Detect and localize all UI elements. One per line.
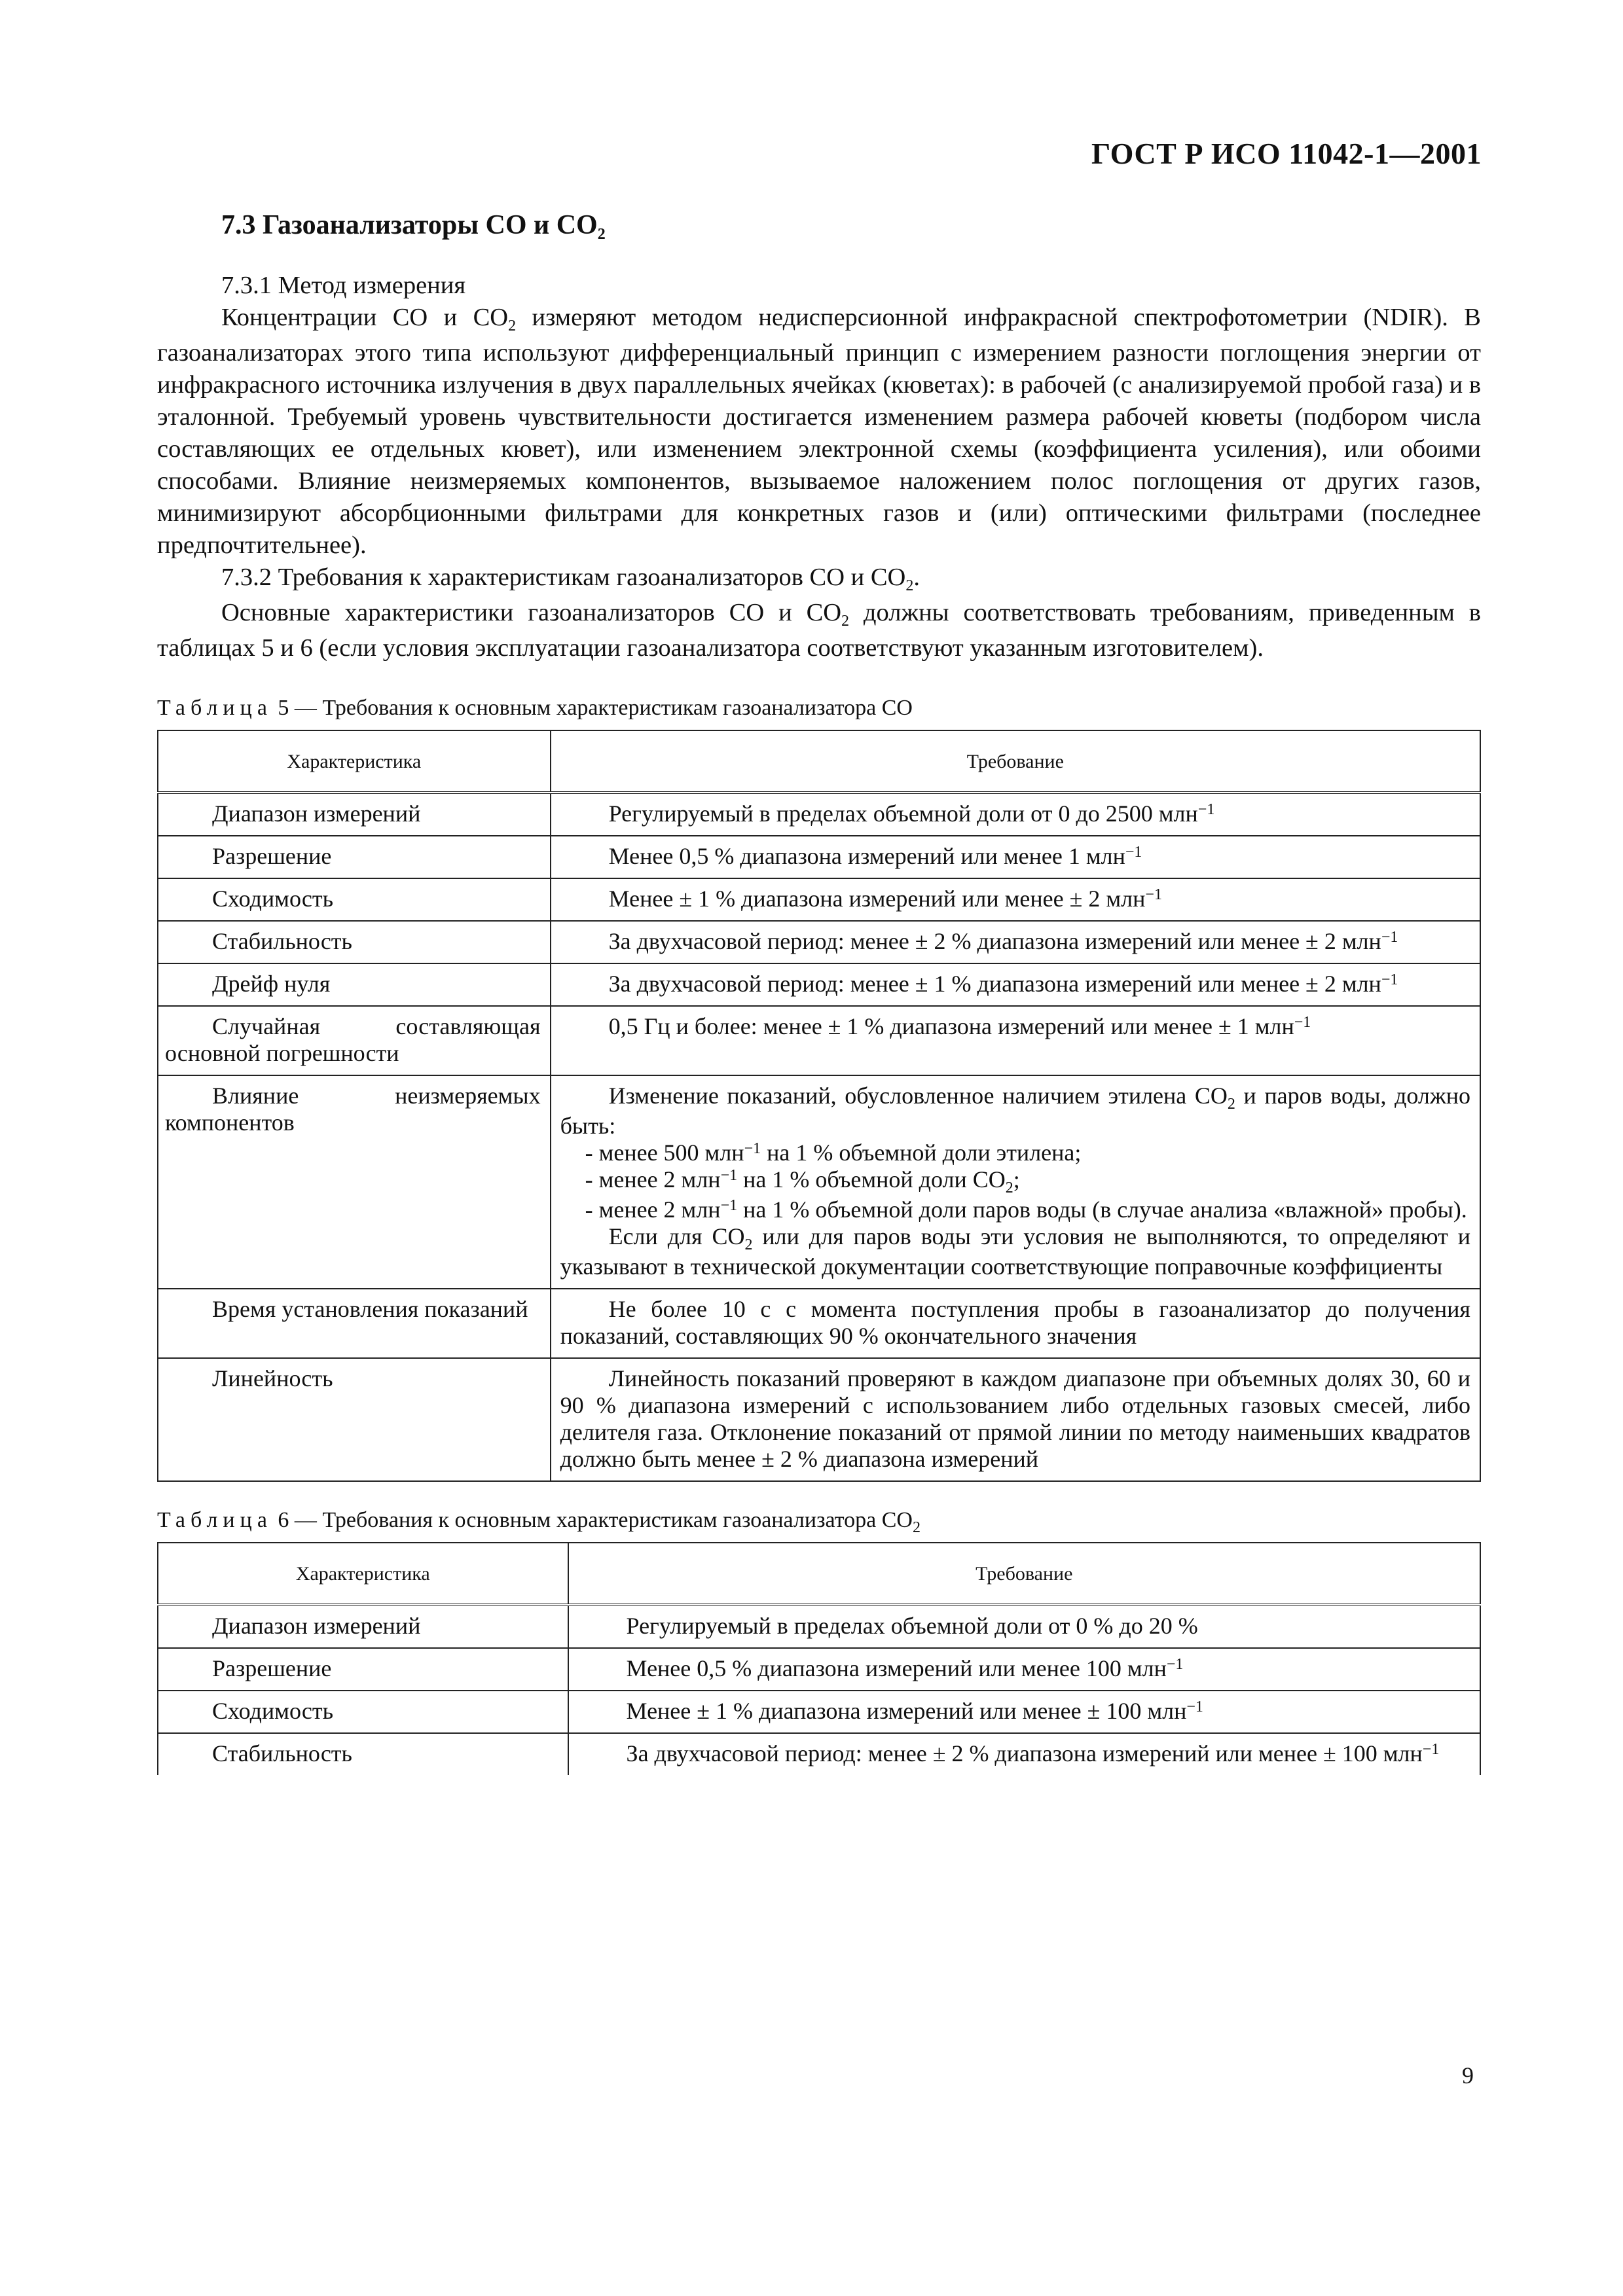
cell-characteristic bbox=[158, 878, 551, 921]
table-row bbox=[158, 1358, 1480, 1481]
cell-requirement bbox=[568, 1733, 1480, 1775]
text bbox=[560, 843, 1470, 870]
text: Менее ± 1 % диапазона измерений или менее ± 2 млн bbox=[608, 886, 1146, 912]
text bbox=[578, 1698, 1470, 1725]
text bbox=[560, 1223, 1470, 1280]
table-row bbox=[158, 793, 1480, 836]
superscript: −1 bbox=[1381, 929, 1398, 946]
text: . bbox=[913, 564, 920, 591]
text: Линейность bbox=[212, 1365, 333, 1391]
subscript: 2 bbox=[905, 577, 914, 594]
text: - менее 500 млн bbox=[585, 1139, 744, 1166]
cell-requirement bbox=[551, 963, 1480, 1006]
table-row bbox=[158, 1289, 1480, 1358]
superscript: −1 bbox=[1166, 1656, 1184, 1673]
subscript: 2 bbox=[597, 226, 606, 243]
text: 0,5 Гц и более: менее ± 1 % диапазона измерений или менее ± 1 млн bbox=[608, 1013, 1294, 1039]
cell-characteristic bbox=[158, 793, 551, 836]
text: Сходимость bbox=[212, 1698, 333, 1724]
text bbox=[578, 1655, 1470, 1682]
text bbox=[560, 1083, 1470, 1139]
table-row-influence bbox=[158, 1075, 1480, 1289]
text: и паров воды, должно быть: bbox=[560, 1083, 1471, 1139]
superscript: −1 bbox=[1197, 801, 1215, 818]
cell-characteristic bbox=[158, 1605, 568, 1648]
cell-characteristic bbox=[158, 921, 551, 963]
table-row bbox=[158, 921, 1480, 963]
cell-characteristic bbox=[158, 1733, 568, 1775]
text: 7.3.2 Требования к характеристикам газоанализаторов СО и СО bbox=[221, 564, 906, 591]
cell-requirement bbox=[551, 1075, 1480, 1289]
subscript: 2 bbox=[744, 1236, 753, 1253]
column-header-requirement: Требование bbox=[568, 1543, 1480, 1605]
text: Время установления показаний bbox=[212, 1296, 528, 1322]
text: измеряют методом недисперсионной инфракрасной спектрофотометрии (NDIR). В газоанализаторах этого типа используют дифференциальный принцип с измерением разности поглощения энергии от инфракрасного источника излучения в двух параллельных ячейках (кюветах): в рабочей (с анализируемой пробой газа) и в эталонной. Требуемый уровень чувствительности достигается изменением размера рабочей кюветы (подбором числа составляющих ее отдельных кювет), или изменением электронной схемы (коэффициента усиления), или обоими способами. Влияние неизмеряемых компонентов, вызываемое наложением полос поглощения от других газов, минимизируют абсорбционными фильтрами для конкретных газов и (или) оптическими фильтрами (последнее предпочтительнее). bbox=[157, 304, 1482, 559]
cell-requirement bbox=[568, 1605, 1480, 1648]
table-row bbox=[158, 1733, 1480, 1775]
text: За двухчасовой период: менее ± 2 % диапазона измерений или менее ± 100 млн bbox=[626, 1740, 1423, 1767]
superscript: −1 bbox=[1294, 1014, 1311, 1031]
cell-characteristic bbox=[158, 1075, 551, 1289]
text: Случайная составляющая основной погрешности bbox=[165, 1013, 541, 1066]
cell-requirement bbox=[551, 1289, 1480, 1358]
subsection-heading-7-3-2 bbox=[157, 562, 1481, 597]
subscript: 2 bbox=[912, 1519, 921, 1536]
text: на 1 % объемной доли паров воды (в случае анализа «влажной» пробы). bbox=[737, 1196, 1467, 1223]
column-header-characteristic: Характеристика bbox=[158, 730, 551, 793]
subscript: 2 bbox=[1005, 1179, 1013, 1196]
text: Разрешение bbox=[212, 1655, 332, 1681]
text: Стабильность bbox=[212, 928, 352, 954]
caption-word: Таблица bbox=[157, 696, 272, 720]
table-row bbox=[158, 1691, 1480, 1733]
text bbox=[560, 886, 1470, 912]
superscript: −1 bbox=[1381, 971, 1398, 988]
table-row bbox=[158, 878, 1480, 921]
list-item bbox=[560, 1139, 1470, 1166]
text: Стабильность bbox=[212, 1740, 352, 1767]
text: Сходимость bbox=[212, 886, 333, 912]
document-code: ГОСТ Р ИСО 11042-1—2001 bbox=[1091, 137, 1482, 170]
subscript: 2 bbox=[841, 613, 850, 630]
cell-characteristic bbox=[158, 1006, 551, 1075]
superscript: −1 bbox=[1125, 844, 1142, 861]
cell-requirement bbox=[551, 1006, 1480, 1075]
superscript: −1 bbox=[1145, 886, 1162, 903]
table-row bbox=[158, 1605, 1480, 1648]
cell-requirement bbox=[551, 878, 1480, 921]
text bbox=[560, 928, 1470, 955]
column-header-requirement: Требование bbox=[551, 730, 1480, 793]
text: Диапазон измерений bbox=[212, 800, 421, 827]
text: Влияние неизмеряемых компонентов bbox=[165, 1083, 541, 1136]
text: Менее 0,5 % диапазона измерений или менее 1 млн bbox=[608, 843, 1125, 869]
text: Менее ± 1 % диапазона измерений или менее ± 100 млн bbox=[626, 1698, 1187, 1724]
text: За двухчасовой период: менее ± 2 % диапазона измерений или менее ± 2 млн bbox=[608, 928, 1381, 954]
table5-caption bbox=[157, 696, 1481, 721]
table-row bbox=[158, 1006, 1480, 1075]
text: Разрешение bbox=[212, 843, 332, 869]
cell-requirement bbox=[551, 1358, 1480, 1481]
table6-caption bbox=[157, 1508, 1481, 1536]
text: должны соответствовать требованиям, приведенным в таблицах 5 и 6 (если условия эксплуатации газоанализатора соответствуют указанным изготовителем). bbox=[157, 599, 1481, 662]
text bbox=[578, 1740, 1470, 1767]
table5 bbox=[157, 730, 1481, 1482]
cell-requirement bbox=[568, 1648, 1480, 1691]
text bbox=[578, 1613, 1470, 1640]
table-row bbox=[158, 836, 1480, 878]
caption-text: 5 — Требования к основным характеристикам газоанализатора СО bbox=[272, 696, 913, 720]
text: Основные характеристики газоанализаторов СО и СО bbox=[221, 599, 842, 626]
text: Диапазон измерений bbox=[212, 1613, 421, 1639]
text: - менее 2 млн bbox=[585, 1166, 721, 1193]
text: Не более 10 с с момента поступления пробы в газоанализатор до получения показаний, составляющих 90 % окончательного значения bbox=[560, 1296, 1470, 1349]
text: Если для СО bbox=[608, 1223, 745, 1249]
cell-requirement bbox=[568, 1691, 1480, 1733]
text: Регулируемый в пределах объемной доли от 0 до 2500 млн bbox=[608, 800, 1198, 827]
paragraph-requirements bbox=[157, 597, 1481, 664]
subscript: 2 bbox=[508, 317, 517, 334]
superscript: −1 bbox=[720, 1167, 738, 1184]
cell-characteristic bbox=[158, 963, 551, 1006]
section-title-text: 7.3 Газоанализаторы СО и СО bbox=[221, 210, 598, 240]
page-number: 9 bbox=[1462, 2062, 1474, 2089]
cell-requirement bbox=[551, 836, 1480, 878]
superscript: −1 bbox=[1422, 1741, 1440, 1758]
superscript: −1 bbox=[720, 1197, 738, 1214]
text: или для паров воды эти условия не выполняются, то определяют и указывают в технической документации соответствующие поправочные коэффициенты bbox=[560, 1223, 1470, 1280]
superscript: −1 bbox=[1186, 1698, 1203, 1715]
table-header-row bbox=[158, 1543, 1480, 1605]
text: ; bbox=[1013, 1166, 1020, 1193]
text: - менее 2 млн bbox=[585, 1196, 721, 1223]
table-header-row bbox=[158, 730, 1480, 793]
text: на 1 % объемной доли этилена; bbox=[761, 1139, 1082, 1166]
subsection-heading-7-3-1: 7.3.1 Метод измерения bbox=[221, 272, 466, 299]
text bbox=[560, 1013, 1470, 1040]
paragraph-method bbox=[157, 302, 1481, 562]
cell-requirement bbox=[551, 793, 1480, 836]
table-row bbox=[158, 1648, 1480, 1691]
cell-characteristic bbox=[158, 1358, 551, 1481]
superscript: −1 bbox=[744, 1140, 761, 1157]
text: Концентрации СО и СО bbox=[221, 304, 509, 331]
text: За двухчасовой период: менее ± 1 % диапазона измерений или менее ± 2 млн bbox=[608, 971, 1381, 997]
text: Дрейф нуля bbox=[212, 971, 331, 997]
list-item bbox=[560, 1196, 1470, 1223]
text: Менее 0,5 % диапазона измерений или менее 100 млн bbox=[626, 1655, 1167, 1681]
caption-text: 6 — Требования к основным характеристикам газоанализатора СО bbox=[272, 1508, 913, 1532]
cell-requirement bbox=[551, 921, 1480, 963]
text: Регулируемый в пределах объемной доли от 0 % до 20 % bbox=[626, 1613, 1198, 1639]
cell-characteristic bbox=[158, 1648, 568, 1691]
column-header-characteristic: Характеристика bbox=[158, 1543, 568, 1605]
cell-characteristic bbox=[158, 1289, 551, 1358]
caption-word: Таблица bbox=[157, 1508, 272, 1532]
text: на 1 % объемной доли СО bbox=[737, 1166, 1006, 1193]
text: Изменение показаний, обусловленное наличием этилена СО bbox=[608, 1083, 1228, 1109]
section-title bbox=[221, 209, 1481, 241]
text bbox=[560, 971, 1470, 997]
cell-characteristic bbox=[158, 836, 551, 878]
table-row bbox=[158, 963, 1480, 1006]
text bbox=[560, 800, 1470, 827]
text: Линейность показаний проверяют в каждом диапазоне при объемных долях 30, 60 и 90 % диапазона измерений с использованием либо отдельных газовых смесей, либо делителя газа. Отклонение показаний от прямой линии по методу наименьших квадратов должно быть менее ± 2 % диапазона измерений bbox=[560, 1365, 1470, 1472]
subscript: 2 bbox=[1227, 1096, 1235, 1113]
table6 bbox=[157, 1542, 1481, 1775]
list-item bbox=[560, 1166, 1470, 1196]
cell-characteristic bbox=[158, 1691, 568, 1733]
page-content bbox=[157, 196, 1481, 1775]
